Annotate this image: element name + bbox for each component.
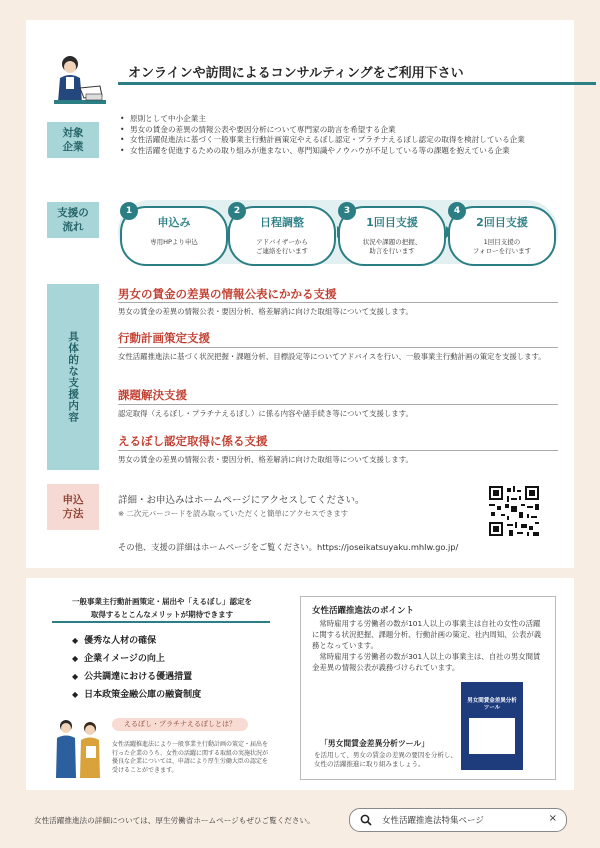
support-desc: 男女の賃金の差異の情報公表・要因分析、格差解消に向けた取組等について支援します。 (118, 307, 413, 316)
booklet-panel (469, 718, 515, 754)
support-desc: 女性活躍推進法に基づく状況把握・課題分析、目標設定等についてアドバイスを行い、一般事業主行動計画の策定を支援します。 (118, 352, 546, 361)
consultant-illustration (40, 52, 112, 122)
target-list (118, 114, 528, 156)
support-desc: 認定取得（えるぼし・プラチナえるぼし）に係る内容や諸手続き等について支援します。 (118, 409, 413, 418)
merits-title-1: 一般事業主行動計画策定・届出や「えるぼし」認定を (72, 597, 252, 606)
support-title: 男女の賃金の差異の情報公表にかかる支援 (118, 287, 337, 301)
step-desc: 1回目支援の フォローを行います (472, 238, 532, 255)
list-item: ◆ 日本政策金融公庫の融資制度 (72, 686, 201, 704)
step-number: 3 (338, 202, 356, 220)
divider (118, 450, 558, 451)
qr-code[interactable] (489, 486, 539, 536)
points-body (312, 618, 544, 673)
support-desc: 男女の賃金の差異の情報公表・要因分析、格差解消に向けた取組等について支援します。 (118, 455, 413, 464)
title-section (40, 52, 560, 86)
step-desc: 専用HPより申込 (150, 238, 198, 246)
divider (118, 347, 558, 348)
support-title: 行動計画策定支援 (118, 331, 210, 345)
list-item: • 女性活躍を促進するための取り組みが進まない、専門知識やノウハウが不足している等の課題を抱えている企業 (118, 146, 528, 157)
list-item: • 女性活躍促進法に基づく一般事業主行動計画策定やえるぼし認定・プラチナえるぼし認定の取得を検討している企業 (118, 135, 528, 146)
apply-label: 申込 方法 (47, 484, 99, 530)
search-query: 女性活躍推進法特集ページ (382, 816, 484, 826)
tool-desc: を活用して、男女の賃金の差異の要因を分析し、女性の活躍推進に取り組みましょう。 (314, 751, 457, 768)
note-text: その他、支援の詳細はホームページをご覧ください。https://joseikatsuyaku.mhlw.go.jp/ (118, 542, 459, 552)
eruboshi-desc: 女性活躍推進法により一般事業主行動計画の策定・届出を行った企業のうち、女性の活躍に関する取組の実施状況が優良な企業については、申請により厚生労働大臣の認定を受けることができます。 (112, 741, 269, 774)
booklet-title: 男女間賃金差異分析ツール (467, 698, 517, 711)
step-title: 申込み (157, 216, 191, 229)
list-item: ◆ 優秀な人材の確保 (72, 632, 201, 650)
step-title: 1回目支援 (366, 216, 418, 229)
support-title: 課題解決支援 (118, 388, 187, 402)
list-item: ◆ 企業イメージの向上 (72, 650, 201, 668)
step-desc: アドバイザーから ご連絡を行います (256, 238, 308, 255)
step-number: 4 (448, 202, 466, 220)
page-title: オンラインや訪問によるコンサルティングをご利用下さい (128, 66, 464, 81)
flow-step (228, 206, 336, 266)
list-item: • 原則として中小企業主 (118, 114, 528, 125)
footer-text: 女性活躍推進法の詳細については、厚生労働省ホームページもぜひご覧ください。 (34, 816, 315, 825)
target-label: 対象 企業 (47, 122, 99, 158)
tool-title: 「男女間賃金差異分析ツール」 (320, 739, 429, 748)
merits-list (72, 632, 201, 704)
flow-label: 支援の 流れ (47, 202, 99, 238)
eruboshi-badge: えるぼし・プラチナえるぼしとは？ (112, 718, 248, 731)
flow-step (448, 206, 556, 266)
step-title: 2回目支援 (476, 216, 528, 229)
detail-label-text: 具体的な支援内容 (67, 331, 80, 423)
list-item: ◆ 公共調達における優遇措置 (72, 668, 201, 686)
title-underline (118, 82, 596, 85)
step-number: 2 (228, 202, 246, 220)
flow-step (338, 206, 446, 266)
merits-underline (52, 621, 270, 623)
flow-step (120, 206, 228, 266)
businesspeople-illustration (48, 716, 110, 780)
close-icon[interactable]: × (548, 813, 557, 824)
apply-sub: ※ 二次元バーコードを読み取っていただくと簡単にアクセスできます (118, 509, 349, 518)
apply-main: 詳細・お申込みはホームページにアクセスしてください。 (118, 495, 365, 506)
detail-label (47, 284, 99, 470)
search-icon (360, 814, 372, 826)
divider (118, 302, 558, 303)
merits-title-2: 取得するとこんなメリットが期待できます (90, 610, 234, 619)
list-item: • 男女の賃金の差異の情報公表や要因分析について専門家の助言を希望する企業 (118, 125, 528, 136)
step-number: 1 (120, 202, 138, 220)
step-desc: 状況や課題の把握、 助言を行います (362, 238, 422, 255)
booklet-image (461, 682, 523, 770)
step-title: 日程調整 (260, 216, 304, 229)
divider (118, 404, 558, 405)
support-title: えるぼし認定取得に係る支援 (118, 434, 268, 448)
points-paragraph: 常時雇用する労働者の数が301人以上の事業主は、自社の男女間賃金差異の情報公表が義務づけられています。 (312, 652, 541, 672)
search-box[interactable] (349, 808, 567, 832)
points-title: 女性活躍推進法のポイント (312, 606, 415, 616)
points-paragraph: 常時雇用する労働者の数が101人以上の事業主は自社の女性の活躍に関する状況把握、課題分析、行動計画の策定、社内周知、公表が義務となっています。 (312, 619, 542, 650)
